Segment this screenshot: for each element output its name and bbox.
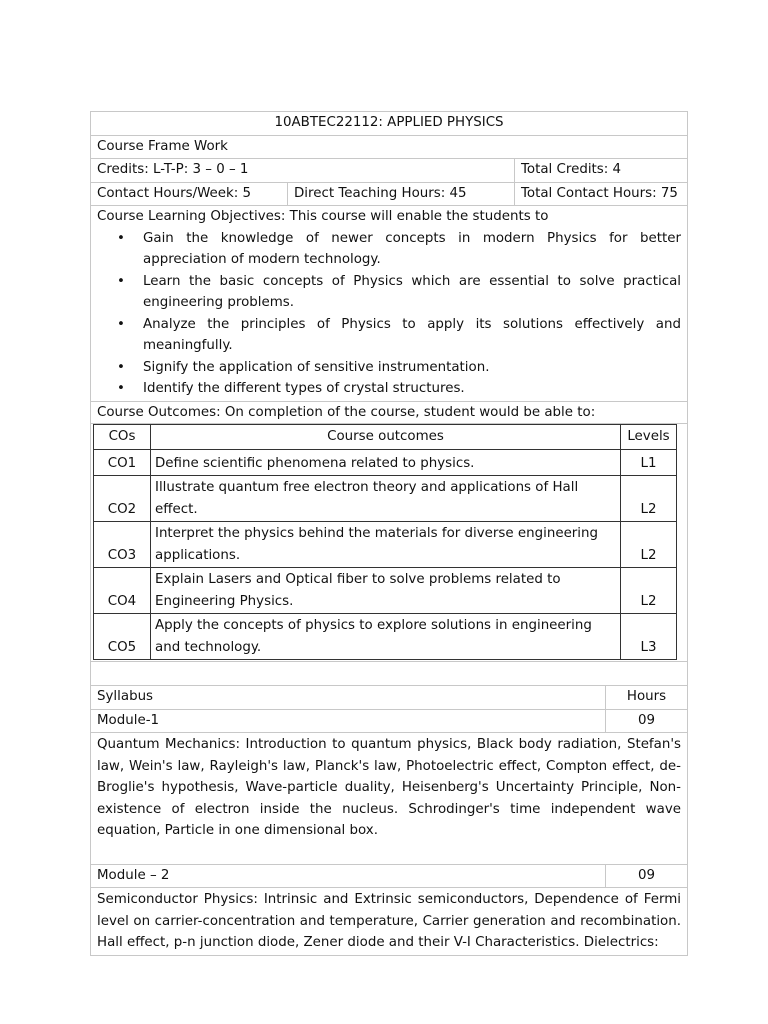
co-id: CO3	[94, 522, 151, 568]
table-row	[94, 522, 677, 568]
table-row	[94, 476, 677, 522]
table-row	[94, 449, 677, 476]
table-row	[94, 614, 677, 660]
co-text: Interpret the physics behind the materials for diverse engineering applications.	[151, 522, 621, 568]
objectives-list	[97, 228, 681, 400]
hours-label: Hours	[606, 686, 688, 709]
co-id: CO2	[94, 476, 151, 522]
objective-item: • Learn the basic concepts of Physics which are essential to solve practical engineering problems.	[143, 271, 681, 314]
co-text: Illustrate quantum free electron theory and applications of Hall effect.	[151, 476, 621, 522]
section-spacer	[91, 662, 688, 686]
total-contact-hours: Total Contact Hours: 75	[515, 182, 688, 206]
credits-ltp: Credits: L-T-P: 3 – 0 – 1	[91, 159, 515, 183]
module-1-name: Module-1	[91, 709, 606, 733]
co-level: L1	[621, 449, 677, 476]
level-header: Levels	[621, 425, 677, 450]
co-header: COs	[94, 425, 151, 450]
module-2-content: Semiconductor Physics: Intrinsic and Extrinsic semiconductors, Dependence of Fermi level on carrier-concentration and temperature, Carrier generation and recombination. Hall effect, p-n junction diode, Zener diode and their V-I Characteristics. Dielectrics:	[91, 888, 688, 956]
module-2-hours: 09	[606, 864, 688, 888]
co-level: L3	[621, 614, 677, 660]
syllabus-table	[90, 686, 688, 956]
syllabus-label: Syllabus	[91, 686, 606, 709]
co-text: Apply the concepts of physics to explore solutions in engineering and technology.	[151, 614, 621, 660]
outcomes-table	[93, 424, 677, 660]
module-1-hours: 09	[606, 709, 688, 733]
outcomes-section	[91, 401, 688, 424]
course-frame-label: Course Frame Work	[91, 135, 688, 159]
outcomes-header-row	[94, 425, 677, 450]
co-id: CO4	[94, 568, 151, 614]
co-level: L2	[621, 568, 677, 614]
direct-teaching-hours: Direct Teaching Hours: 45	[288, 182, 515, 206]
outcomes-intro-label: Course Outcomes:	[97, 404, 221, 420]
co-id: CO1	[94, 449, 151, 476]
objective-item: • Signify the application of sensitive instrumentation.	[143, 357, 681, 379]
total-credits: Total Credits: 4	[515, 159, 688, 183]
objectives-section	[91, 206, 688, 402]
co-level: L2	[621, 476, 677, 522]
co-text: Explain Lasers and Optical fiber to solve problems related to Engineering Physics.	[151, 568, 621, 614]
course-table	[90, 111, 688, 686]
objective-item: • Gain the knowledge of newer concepts in modern Physics for better appreciation of modern technology.	[143, 228, 681, 271]
co-text: Define scientific phenomena related to physics.	[151, 449, 621, 476]
outcomes-intro	[97, 403, 681, 424]
objective-item: • Identify the different types of crystal structures.	[143, 378, 681, 400]
module-1-content: Quantum Mechanics: Introduction to quantum physics, Black body radiation, Stefan's law, Wein's law, Rayleigh's law, Planck's law, Photoelectric effect, Compton effect, de-Broglie's hypothesis, Wave-particle duality, Heisenberg's Uncertainty Principle, Non-existence of electron inside the nucleus. Schrodinger's time independent wave equation, Particle in one dimensional box.	[91, 733, 688, 865]
course-document	[90, 111, 687, 956]
co-id: CO5	[94, 614, 151, 660]
contact-hours-week: Contact Hours/Week: 5	[91, 182, 288, 206]
outcomes-intro-text: On completion of the course, student would be able to:	[220, 404, 596, 420]
co-level: L2	[621, 522, 677, 568]
table-row	[94, 568, 677, 614]
outcome-header: Course outcomes	[151, 425, 621, 450]
course-title: 10ABTEC22112: APPLIED PHYSICS	[91, 112, 688, 136]
module-2-name: Module – 2	[91, 864, 606, 888]
objectives-intro: Course Learning Objectives: This course will enable the students to	[97, 209, 549, 224]
outcomes-table-cell	[91, 424, 688, 662]
objective-item: • Analyze the principles of Physics to apply its solutions effectively and meaningfully.	[143, 314, 681, 357]
